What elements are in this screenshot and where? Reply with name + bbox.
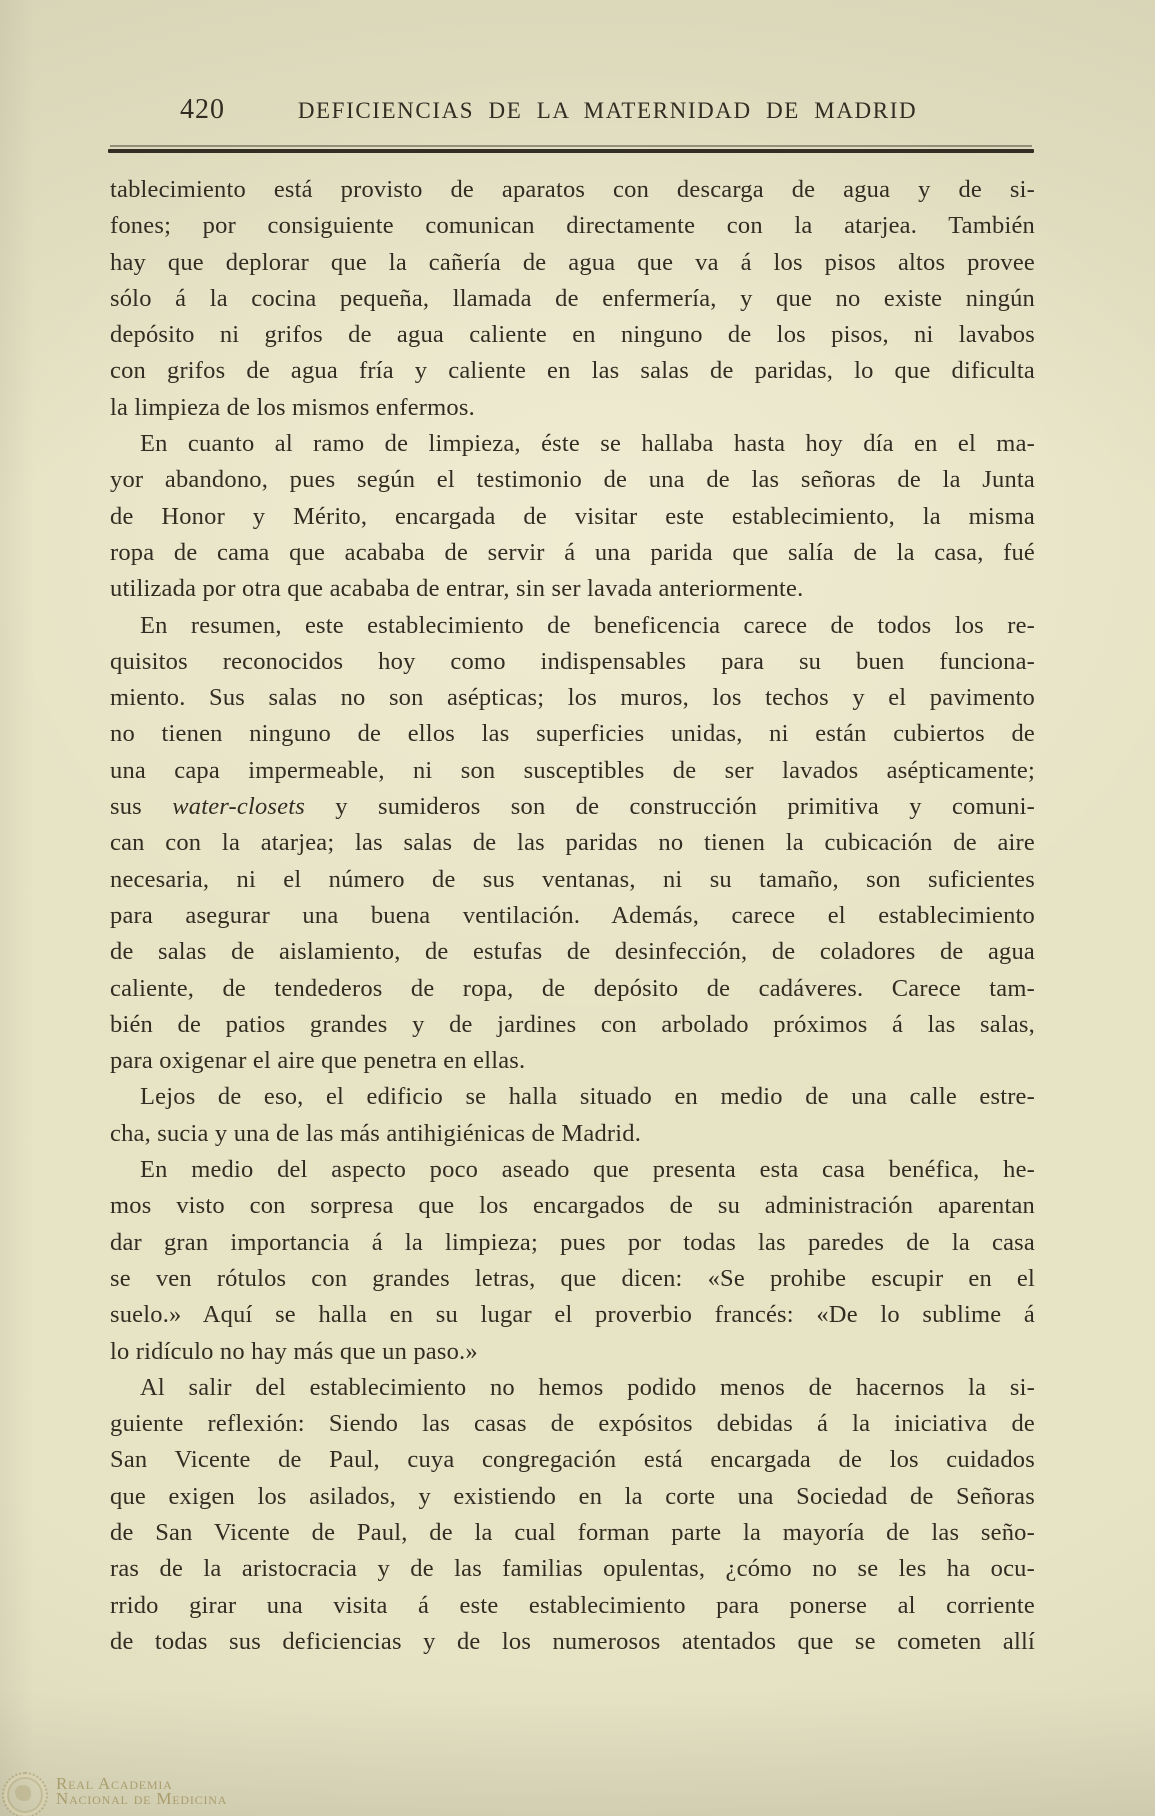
- text-line: [110, 1188, 1035, 1224]
- text-segment: sólo á la cocina pequeña, llamada de enfermería, y que no existe ningún: [110, 284, 1035, 312]
- text-segment: Lejos de eso, el edificio se halla situado en medio de una calle estre-: [140, 1083, 1035, 1111]
- paragraph: [110, 172, 1035, 426]
- text-line: [110, 789, 1035, 825]
- text-segment: hay que deplorar que la cañería de agua que va á los pisos altos provee: [110, 248, 1035, 276]
- text-line: [110, 390, 1035, 426]
- text-line: [110, 1297, 1035, 1333]
- header-rule: [108, 149, 1034, 153]
- text-line: [110, 1442, 1035, 1478]
- text-segment: suelo.» Aquí se halla en su lugar el proverbio francés: «De lo sublime á: [110, 1301, 1035, 1329]
- text-segment: y sumideros son de construcción primitiva y comuni-: [304, 793, 1035, 821]
- page-number: 420: [180, 94, 225, 125]
- text-segment: fones; por consiguiente comunican directamente con la atarjea. También: [110, 212, 1035, 240]
- text-segment: de San Vicente de Paul, de la cual forman parte la mayoría de las seño-: [110, 1518, 1035, 1546]
- text-line: [110, 499, 1035, 535]
- text-segment: utilizada por otra que acababa de entrar, sin ser lavada anteriormente.: [110, 575, 804, 603]
- text-line: [110, 535, 1035, 571]
- text-segment: quisitos reconocidos hoy como indispensables para su buen funciona-: [110, 647, 1035, 675]
- text-line: [110, 245, 1035, 281]
- watermark-line1: Real Academia: [56, 1774, 173, 1793]
- text-segment: En cuanto al ramo de limpieza, éste se hallaba hasta hoy día en el ma-: [140, 430, 1035, 458]
- text-line: [110, 644, 1035, 680]
- text-segment: de Honor y Mérito, encargada de visitar este establecimiento, la misma: [110, 502, 1035, 530]
- text-segment: que exigen los asilados, y existiendo en la corte una Sociedad de Señoras: [110, 1482, 1035, 1510]
- text-segment: En resumen, este establecimiento de beneficencia carece de todos los re-: [140, 611, 1035, 639]
- text-segment: San Vicente de Paul, cuya congregación está encargada de los cuidados: [110, 1446, 1035, 1474]
- text-segment: necesaria, ni el número de sus ventanas, ni su tamaño, son suficientes: [110, 865, 1035, 893]
- text-line: [110, 208, 1035, 244]
- text-segment: bién de patios grandes y de jardines con arbolado próximos á las salas,: [110, 1010, 1035, 1038]
- text-line: [110, 1007, 1035, 1043]
- text-segment: con grifos de agua fría y caliente en las salas de paridas, lo que dificulta: [110, 357, 1035, 385]
- text-segment: de todas sus deficiencias y de los numerosos atentados que se cometen allí: [110, 1627, 1035, 1655]
- text-line: [110, 1079, 1035, 1115]
- page-header: [110, 94, 1035, 134]
- text-line: [110, 680, 1035, 716]
- text-segment: de salas de aislamiento, de estufas de desinfección, de coladores de agua: [110, 938, 1035, 966]
- text-line: [110, 1043, 1035, 1079]
- paragraph: [110, 426, 1035, 607]
- watermark-text: [56, 1776, 227, 1806]
- paragraph: [110, 608, 1035, 1080]
- text-line: [110, 825, 1035, 861]
- text-line: [110, 172, 1035, 208]
- paragraph: [110, 1370, 1035, 1660]
- text-line: [110, 1515, 1035, 1551]
- text-segment: sus: [110, 793, 173, 821]
- text-line: [110, 281, 1035, 317]
- text-line: [110, 1334, 1035, 1370]
- text-segment: caliente, de tendederos de ropa, de depósito de cadáveres. Carece tam-: [110, 974, 1035, 1002]
- text-line: [110, 571, 1035, 607]
- text-line: [110, 608, 1035, 644]
- text-line: [110, 1370, 1035, 1406]
- text-line: [110, 934, 1035, 970]
- text-segment: guiente reflexión: Siendo las casas de expósitos debidas á la iniciativa de: [110, 1410, 1035, 1438]
- text-segment: cha, sucia y una de las más antihigiénicas de Madrid.: [110, 1119, 642, 1147]
- library-watermark: [0, 1764, 400, 1816]
- text-line: [110, 426, 1035, 462]
- text-segment: dar gran importancia á la limpieza; pues por todas las paredes de la casa: [110, 1228, 1035, 1256]
- text-segment: ras de la aristocracia y de las familias opulentas, ¿cómo no se les ha ocu-: [110, 1555, 1035, 1583]
- paragraph: [110, 1152, 1035, 1370]
- text-line: [110, 1588, 1035, 1624]
- italic-term: water-closets: [172, 793, 305, 821]
- text-line: [110, 971, 1035, 1007]
- text-line: [110, 716, 1035, 752]
- text-segment: Al salir del establecimiento no hemos podido menos de hacernos la si-: [140, 1373, 1035, 1401]
- text-segment: can con la atarjea; las salas de las paridas no tienen la cubicación de aire: [110, 829, 1035, 857]
- text-line: [110, 462, 1035, 498]
- text-segment: no tienen ninguno de ellos las superficies unidas, ni están cubiertos de: [110, 720, 1035, 748]
- watermark-line2: Nacional de Medicina: [56, 1789, 228, 1808]
- body-text: [110, 172, 1035, 1660]
- text-segment: ropa de cama que acababa de servir á una parida que salía de la casa, fué: [110, 538, 1035, 566]
- text-line: [110, 1225, 1035, 1261]
- text-line: [110, 1479, 1035, 1515]
- text-line: [110, 317, 1035, 353]
- text-segment: rrido girar una visita á este establecimiento para ponerse al corriente: [110, 1591, 1035, 1619]
- text-line: [110, 1551, 1035, 1587]
- text-segment: se ven rótulos con grandes letras, que dicen: «Se prohibe escupir en el: [110, 1264, 1035, 1292]
- text-line: [110, 1406, 1035, 1442]
- academy-seal-icon: [2, 1772, 48, 1816]
- text-segment: una capa impermeable, ni son susceptibles de ser lavados asépticamente;: [110, 756, 1035, 784]
- text-line: [110, 898, 1035, 934]
- text-segment: depósito ni grifos de agua caliente en ninguno de los pisos, ni lavabos: [110, 321, 1035, 349]
- text-segment: tablecimiento está provisto de aparatos con descarga de agua y de si-: [110, 176, 1035, 203]
- paragraph: [110, 1079, 1035, 1152]
- text-line: [110, 1624, 1035, 1660]
- text-segment: yor abandono, pues según el testimonio de una de las señoras de la Junta: [110, 466, 1035, 494]
- text-segment: para asegurar una buena ventilación. Además, carece el establecimiento: [110, 901, 1035, 929]
- running-title: DEFICIENCIAS DE LA MATERNIDAD DE MADRID: [297, 98, 918, 123]
- text-segment: la limpieza de los mismos enfermos.: [110, 393, 475, 421]
- text-segment: mos visto con sorpresa que los encargados de su administración aparentan: [110, 1192, 1035, 1220]
- text-segment: En medio del aspecto poco aseado que presenta esta casa benéfica, he-: [140, 1156, 1035, 1184]
- text-line: [110, 353, 1035, 389]
- text-segment: para oxigenar el aire que penetra en ellas.: [110, 1047, 526, 1075]
- text-segment: miento. Sus salas no son asépticas; los muros, los techos y el pavimento: [110, 684, 1035, 712]
- text-segment: lo ridículo no hay más que un paso.»: [110, 1337, 478, 1365]
- text-line: [110, 753, 1035, 789]
- text-line: [110, 1261, 1035, 1297]
- text-line: [110, 862, 1035, 898]
- text-line: [110, 1152, 1035, 1188]
- text-line: [110, 1116, 1035, 1152]
